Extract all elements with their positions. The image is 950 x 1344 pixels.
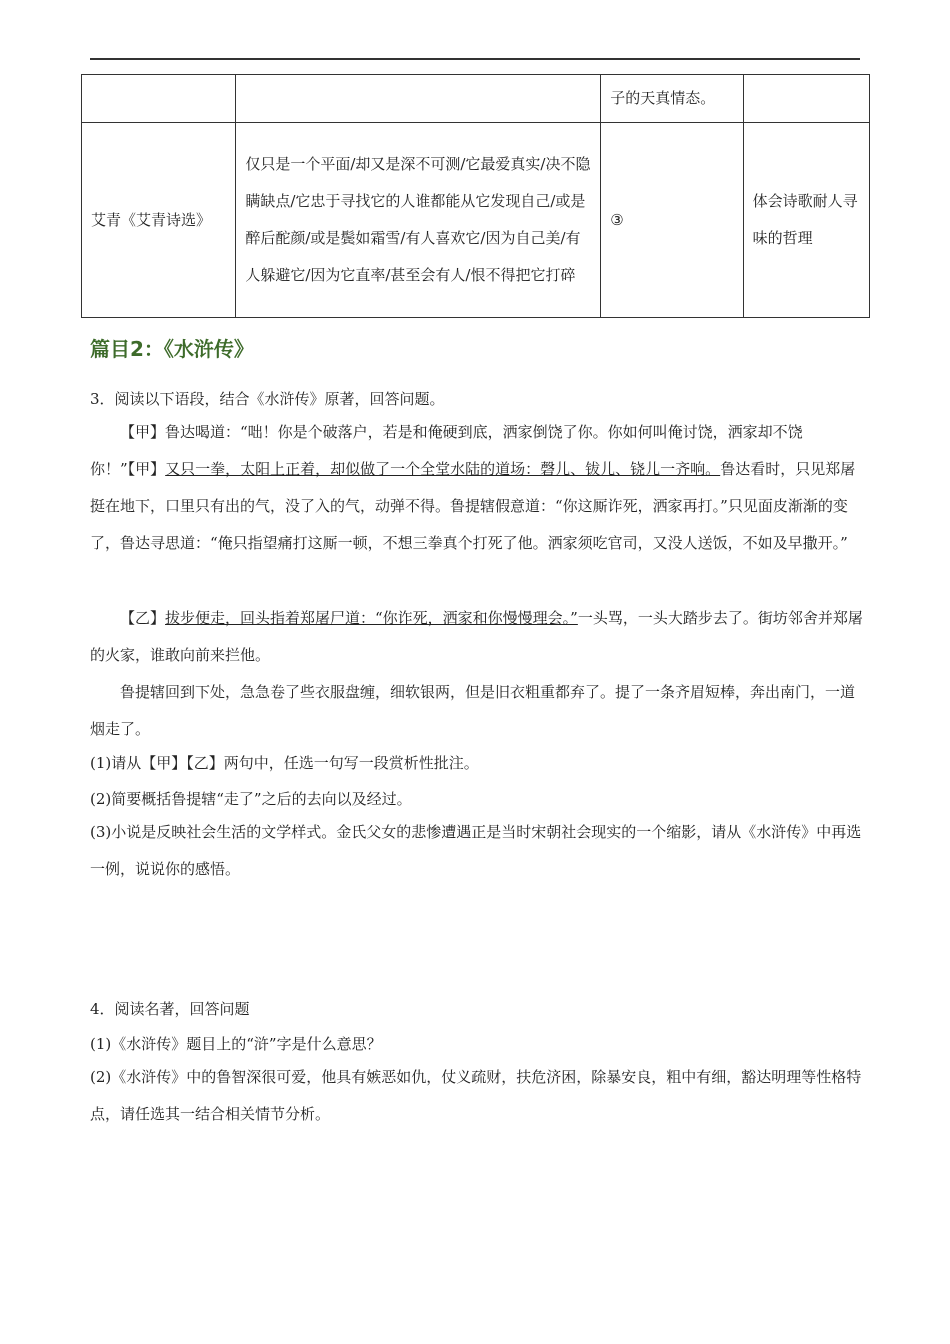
question-3-sub-1: (1)请从【甲】【乙】两句中，任选一句写一段赏析性批注。 — [90, 754, 479, 772]
passage-paragraph-jia — [90, 414, 865, 562]
poem-excerpt-cell: 仅只是一个平面/却又是深不可测/它最爱真实/决不隐瞒缺点/它忠于寻找它的人谁都能从它发现自己/或是醉后酡颜/或是鬓如霜雪/有人喜欢它/因为自己美/有人躲避它/因为它直率/甚至会有人/恨不得把它打碎 — [236, 123, 601, 318]
passage-text: 【甲】鲁达喝道：“咄！你是个破落户，若是和俺硬到底，洒家倒饶了你。你如何叫俺讨饶，洒家却不饶你！”【甲】 — [90, 423, 803, 478]
underlined-sentence-jia: 又只一拳，太阳上正着，却似做了一个全堂水陆的道场：磬儿、钹儿、铙儿一齐响。 — [165, 460, 721, 478]
question-3-sub-3: (3)小说是反映社会生活的文学样式。金氏父女的悲惨遭遇正是当时宋朝社会现实的一个缩影，请从《水浒传》中再选一例，说说你的感悟。 — [90, 823, 862, 878]
question-3-intro: 3．阅读以下语段，结合《水浒传》原著，回答问题。 — [90, 390, 445, 408]
passage-text: 鲁达看时，只见郑屠挺在地下，口里只有出的气，没了入的气，动弹不得。鲁提辖假意道：“你这厮诈死，洒家再打。”只见面皮渐渐的变了，鲁达寻思道：“俺只指望痛打这厮一顿，不想三拳真个打死了他。洒家须吃官司，又没人送饭，不如及早撒开。” — [90, 460, 856, 552]
table-cell: 子的天真情态。 — [601, 75, 743, 123]
passage-text: 一头骂，一头大踏步去了。街坊邻舍并郑屠的火家，谁敢向前来拦他。 — [90, 609, 863, 664]
question-3-sub-2: (2)简要概括鲁提辖“走了”之后的去向以及经过。 — [90, 790, 412, 808]
table-cell — [236, 75, 601, 123]
table-row — [82, 75, 870, 123]
underlined-sentence-yi: 拔步便走，回头指着郑屠尸道：“你诈死，洒家和你慢慢理会。” — [165, 609, 578, 627]
question-4-sub-1: (1)《水浒传》题目上的“浒”字是什么意思？ — [90, 1035, 382, 1053]
blank-marker-cell: ③ — [601, 123, 743, 318]
table-cell — [743, 75, 869, 123]
passage-paragraph-escape: 鲁提辖回到下处，急急卷了些衣服盘缠，细软银两，但是旧衣粗重都弃了。提了一条齐眉短棒，奔出南门，一道烟走了。 — [90, 683, 856, 738]
question-4-intro: 4．阅读名著，回答问题 — [90, 1000, 250, 1018]
table-cell — [82, 75, 236, 123]
passage-paragraph-yi — [90, 600, 865, 674]
section-heading: 篇目2：《水浒传》 — [90, 337, 254, 361]
reading-goal-cell: 体会诗歌耐人寻味的哲理 — [743, 123, 869, 318]
reading-table — [81, 74, 870, 318]
table-row — [82, 123, 870, 318]
work-title-cell: 艾青《艾青诗选》 — [82, 123, 236, 318]
question-4-sub-2: (2)《水浒传》中的鲁智深很可爱，他具有嫉恶如仇，仗义疏财，扶危济困，除暴安良，粗中有细，豁达明理等性格特点，请任选其一结合相关情节分析。 — [90, 1068, 862, 1123]
passage-text: 【乙】 — [120, 609, 166, 627]
header-rule — [90, 58, 860, 60]
